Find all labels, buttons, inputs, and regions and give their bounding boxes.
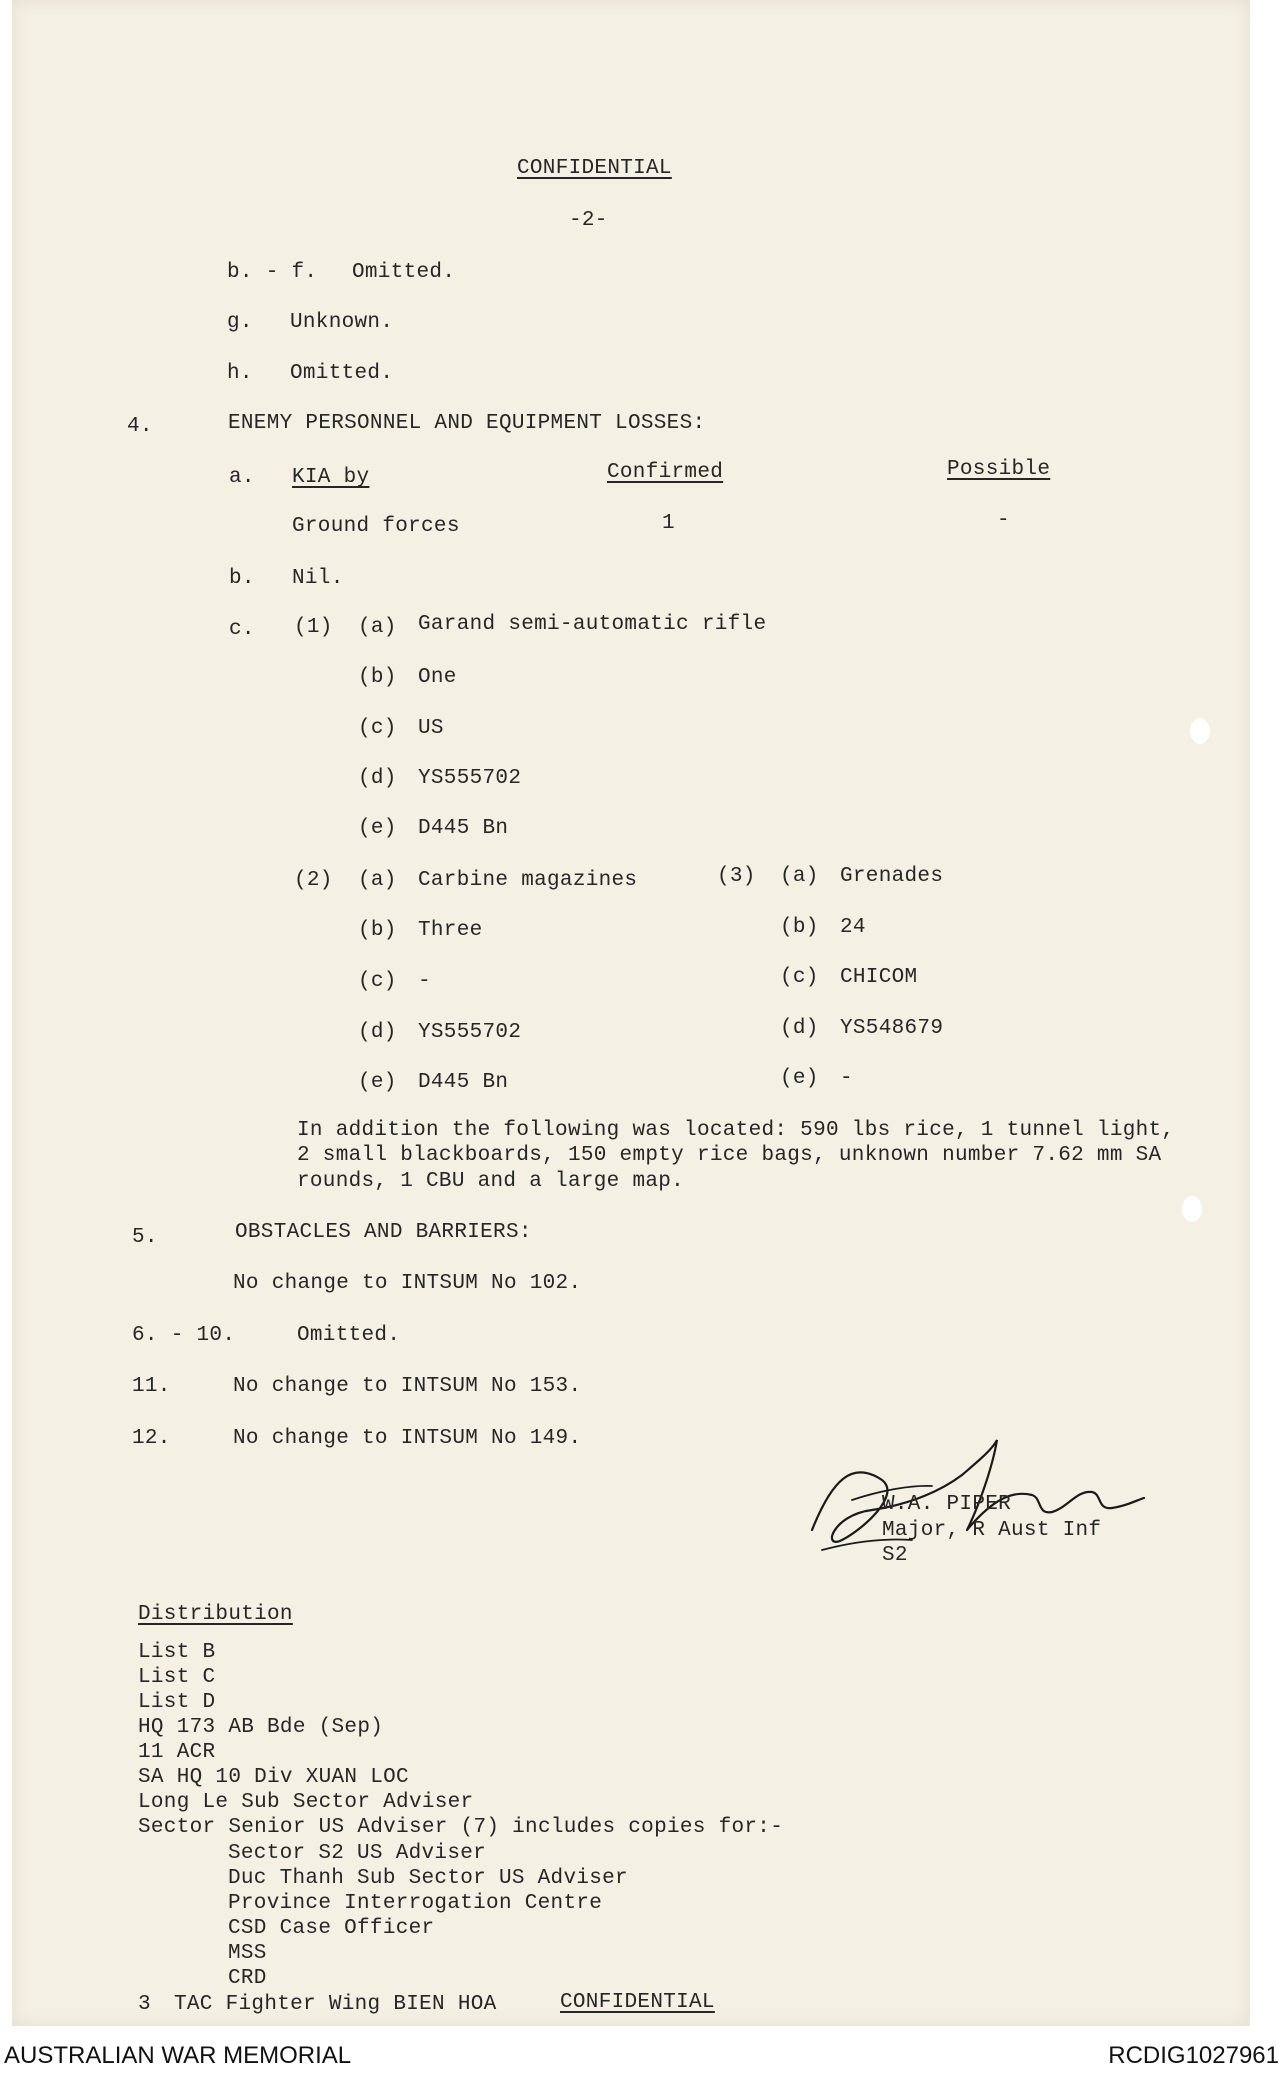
row-key: (c) [780,966,819,989]
row-value: - [418,970,431,993]
kia-label: KIA by [292,466,370,489]
addition-line: 2 small blackboards, 150 empty rice bags, unknown number 7.62 mm SA [297,1144,1162,1167]
distribution-line: List B [138,1641,216,1664]
section-text: Omitted. [297,1324,401,1347]
section-text: No change to INTSUM No 149. [233,1427,582,1450]
distribution-heading: Distribution [138,1603,293,1626]
document-page [12,0,1250,2026]
item-label: g. [227,311,253,334]
section-heading: OBSTACLES AND BARRIERS: [235,1221,532,1244]
ground-forces-label: Ground forces [292,515,460,538]
row-key: (b) [780,916,819,939]
signatory-rank: Major, R Aust Inf [882,1519,1102,1542]
distribution-line: List D [138,1691,216,1714]
row-key: (b) [358,666,397,689]
section-text: No change to INTSUM No 153. [233,1375,582,1398]
row-value: D445 Bn [418,1071,509,1094]
addition-line: In addition the following was located: 590 lbs rice, 1 tunnel light, [297,1119,1175,1142]
row-value: 24 [840,916,866,939]
row-key: (b) [358,919,397,942]
distribution-line: HQ 173 AB Bde (Sep) [138,1716,384,1739]
distribution-subline: CSD Case Officer [228,1917,435,1940]
row-value: - [840,1067,853,1090]
section-number: 6. - 10. [132,1324,236,1347]
distribution-line: 11 ACR [138,1741,216,1764]
archive-reference: RCDIG1027961 [1108,2042,1279,2069]
row-key: (e) [358,817,397,840]
classification-footer: CONFIDENTIAL [560,1991,715,2014]
signatory-appointment: S2 [882,1544,908,1567]
group-number: (1) [294,616,333,639]
item-text: Omitted. [290,362,394,385]
distribution-line: SA HQ 10 Div XUAN LOC [138,1766,409,1789]
row-value: Carbine magazines [418,869,638,892]
row-key: (d) [358,767,397,790]
row-value: Grenades [840,865,944,888]
archive-credit: AUSTRALIAN WAR MEMORIAL [4,2042,352,2069]
page-number: -2- [569,209,608,232]
column-header-possible: Possible [947,458,1051,481]
distribution-line: Sector Senior US Adviser (7) includes copies for:- [138,1816,784,1839]
item-label: b. - f. [227,261,318,284]
column-header-confirmed: Confirmed [607,461,724,484]
row-key: (a) [358,616,397,639]
distribution-subline: Sector S2 US Adviser [228,1842,487,1865]
subitem-label: c. [229,618,255,641]
addition-line: rounds, 1 CBU and a large map. [297,1170,685,1193]
row-value: D445 Bn [418,817,509,840]
row-value: YS548679 [840,1017,944,1040]
row-key: (c) [358,717,397,740]
item-label: h. [227,362,253,385]
section-heading: ENEMY PERSONNEL AND EQUIPMENT LOSSES: [228,412,706,435]
row-value: YS555702 [418,1021,522,1044]
possible-value: - [997,509,1010,532]
row-key: (c) [358,970,397,993]
section-number: 12. [132,1427,171,1450]
row-key: (d) [358,1021,397,1044]
confirmed-value: 1 [662,512,675,535]
punch-hole [1182,1196,1202,1222]
signatory-name: W.A. PIPER [882,1493,1012,1516]
distribution-subline: Duc Thanh Sub Sector US Adviser [228,1867,628,1890]
section-text: No change to INTSUM No 102. [233,1272,582,1295]
section-number: 11. [132,1375,171,1398]
row-value: YS555702 [418,767,522,790]
subitem-label: a. [229,466,255,489]
group-number: (3) [717,865,756,888]
row-value: Garand semi-automatic rifle [418,613,767,636]
item-text: Unknown. [290,311,394,334]
distribution-subline: Province Interrogation Centre [228,1892,603,1915]
row-key: (a) [780,865,819,888]
distribution-subline: MSS [228,1942,267,1965]
punch-hole [1190,718,1210,744]
distribution-subline: CRD [228,1967,267,1990]
distribution-count: 3 [138,1993,151,2016]
row-key: (e) [358,1071,397,1094]
distribution-line: List C [138,1666,216,1689]
row-value: US [418,717,444,740]
subitem-label: b. [229,567,255,590]
row-key: (d) [780,1017,819,1040]
row-value: CHICOM [840,966,918,989]
item-text: Omitted. [352,261,456,284]
distribution-line: Long Le Sub Sector Adviser [138,1791,474,1814]
row-value: Three [418,919,483,942]
distribution-line: TAC Fighter Wing BIEN HOA [174,1993,497,2016]
row-key: (a) [358,869,397,892]
classification-header: CONFIDENTIAL [517,157,672,180]
section-number: 4. [127,415,153,438]
row-key: (e) [780,1067,819,1090]
section-number: 5. [132,1226,158,1249]
group-number: (2) [294,869,333,892]
subitem-text: Nil. [292,567,344,590]
row-value: One [418,666,457,689]
